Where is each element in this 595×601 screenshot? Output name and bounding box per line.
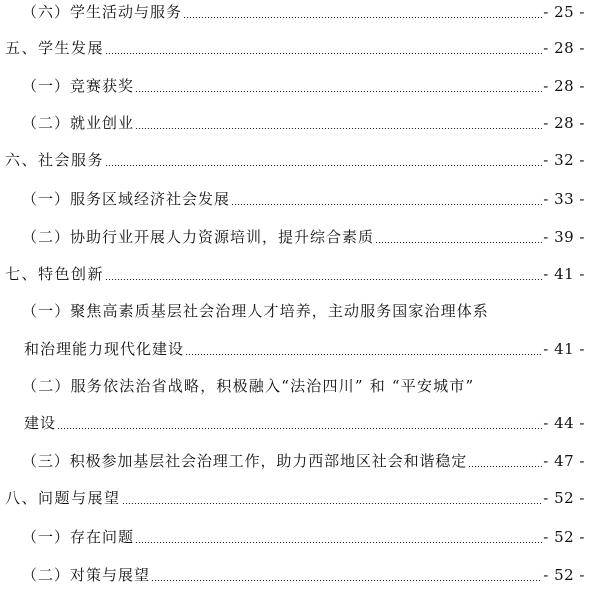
toc-entry-title: （二）就业创业 [22,114,135,132]
toc-entry[interactable] [22,525,585,549]
toc-entry-page: - 41 - [543,340,585,358]
toc-row[interactable] [0,0,595,24]
dot-leader [122,503,543,504]
toc-entry-title: （一）聚焦高素质基层社会治理人才培养，主动服务国家治理体系 [22,302,489,320]
toc-entry[interactable] [22,0,585,24]
toc-row[interactable] [0,411,595,435]
toc-row[interactable] [0,36,595,60]
dot-leader [105,279,542,280]
toc-entry-page: - 47 - [543,452,585,470]
toc-row[interactable] [0,111,595,135]
dot-leader [468,466,542,467]
toc-row[interactable] [0,337,595,361]
toc-entry-page: - 28 - [543,39,585,57]
toc-entry-page: - 44 - [543,414,585,432]
toc-entry[interactable] [5,486,585,510]
toc-entry-title: 七、特色创新 [5,265,105,283]
dot-leader [135,128,542,129]
toc-row[interactable] [0,486,595,510]
toc-entry-title: 八、问题与展望 [5,489,121,507]
toc-entry-page: - 25 - [543,3,585,21]
dot-leader [135,542,542,543]
toc-row[interactable] [0,374,595,398]
toc-entry[interactable] [5,148,585,172]
toc-entry-page: - 28 - [543,114,585,132]
toc-entry-title: （一）服务区域经济社会发展 [22,190,231,208]
toc-entry[interactable] [22,111,585,135]
toc-entry-title: （六）学生活动与服务 [22,3,183,21]
toc-row[interactable] [0,563,595,587]
dot-leader [151,580,542,581]
toc-entry-title: （一）竞赛获奖 [22,77,135,95]
toc-entry-page: - 41 - [543,265,585,283]
dot-leader [231,204,542,205]
toc-row[interactable] [0,74,595,98]
toc-entry-title: （二）对策与展望 [22,566,151,584]
toc-row[interactable] [0,299,595,323]
dot-leader [105,165,542,166]
toc-entry-page: - 39 - [543,228,585,246]
toc-entry[interactable] [5,36,585,60]
toc-row[interactable] [0,262,595,286]
toc-entry-title: （三）积极参加基层社会治理工作，助力西部地区社会和谐稳定 [22,452,468,470]
toc-entry-page: - 52 - [543,489,585,507]
dot-leader [185,354,542,355]
toc-entry-page: - 33 - [543,190,585,208]
dot-leader [57,428,542,429]
toc-row[interactable] [0,187,595,211]
toc-entry[interactable] [22,225,585,249]
dot-leader [105,53,542,54]
toc-entry[interactable] [22,187,585,211]
toc-entry-title: 六、社会服务 [5,151,105,169]
toc-row[interactable] [0,225,595,249]
toc-entry-page: - 28 - [543,77,585,95]
toc-entry-title: 和治理能力现代化建设 [24,340,185,358]
toc-entry-page: - 32 - [543,151,585,169]
toc-entry[interactable] [22,74,585,98]
toc-entry[interactable] [22,563,585,587]
dot-leader [135,91,542,92]
toc-entry[interactable] [24,411,585,435]
toc-entry-title: 五、学生发展 [5,39,105,57]
toc-entry[interactable] [24,337,585,361]
toc-entry-page: - 52 - [543,566,585,584]
toc-entry-page: - 52 - [543,528,585,546]
toc-entry-title: （二）服务依法治省战略，积极融入“法治四川” 和 “平安城市” [22,377,475,395]
toc-row[interactable] [0,449,595,473]
toc-entry-title: 建设 [24,414,57,432]
toc-entry[interactable] [5,262,585,286]
toc-row[interactable] [0,148,595,172]
toc-entry-title: （一）存在问题 [22,528,135,546]
toc-row[interactable] [0,525,595,549]
dot-leader [183,17,542,18]
toc-entry[interactable] [22,449,585,473]
toc-entry-title: （二）协助行业开展人力资源培训，提升综合素质 [22,228,375,246]
dot-leader [375,242,542,243]
